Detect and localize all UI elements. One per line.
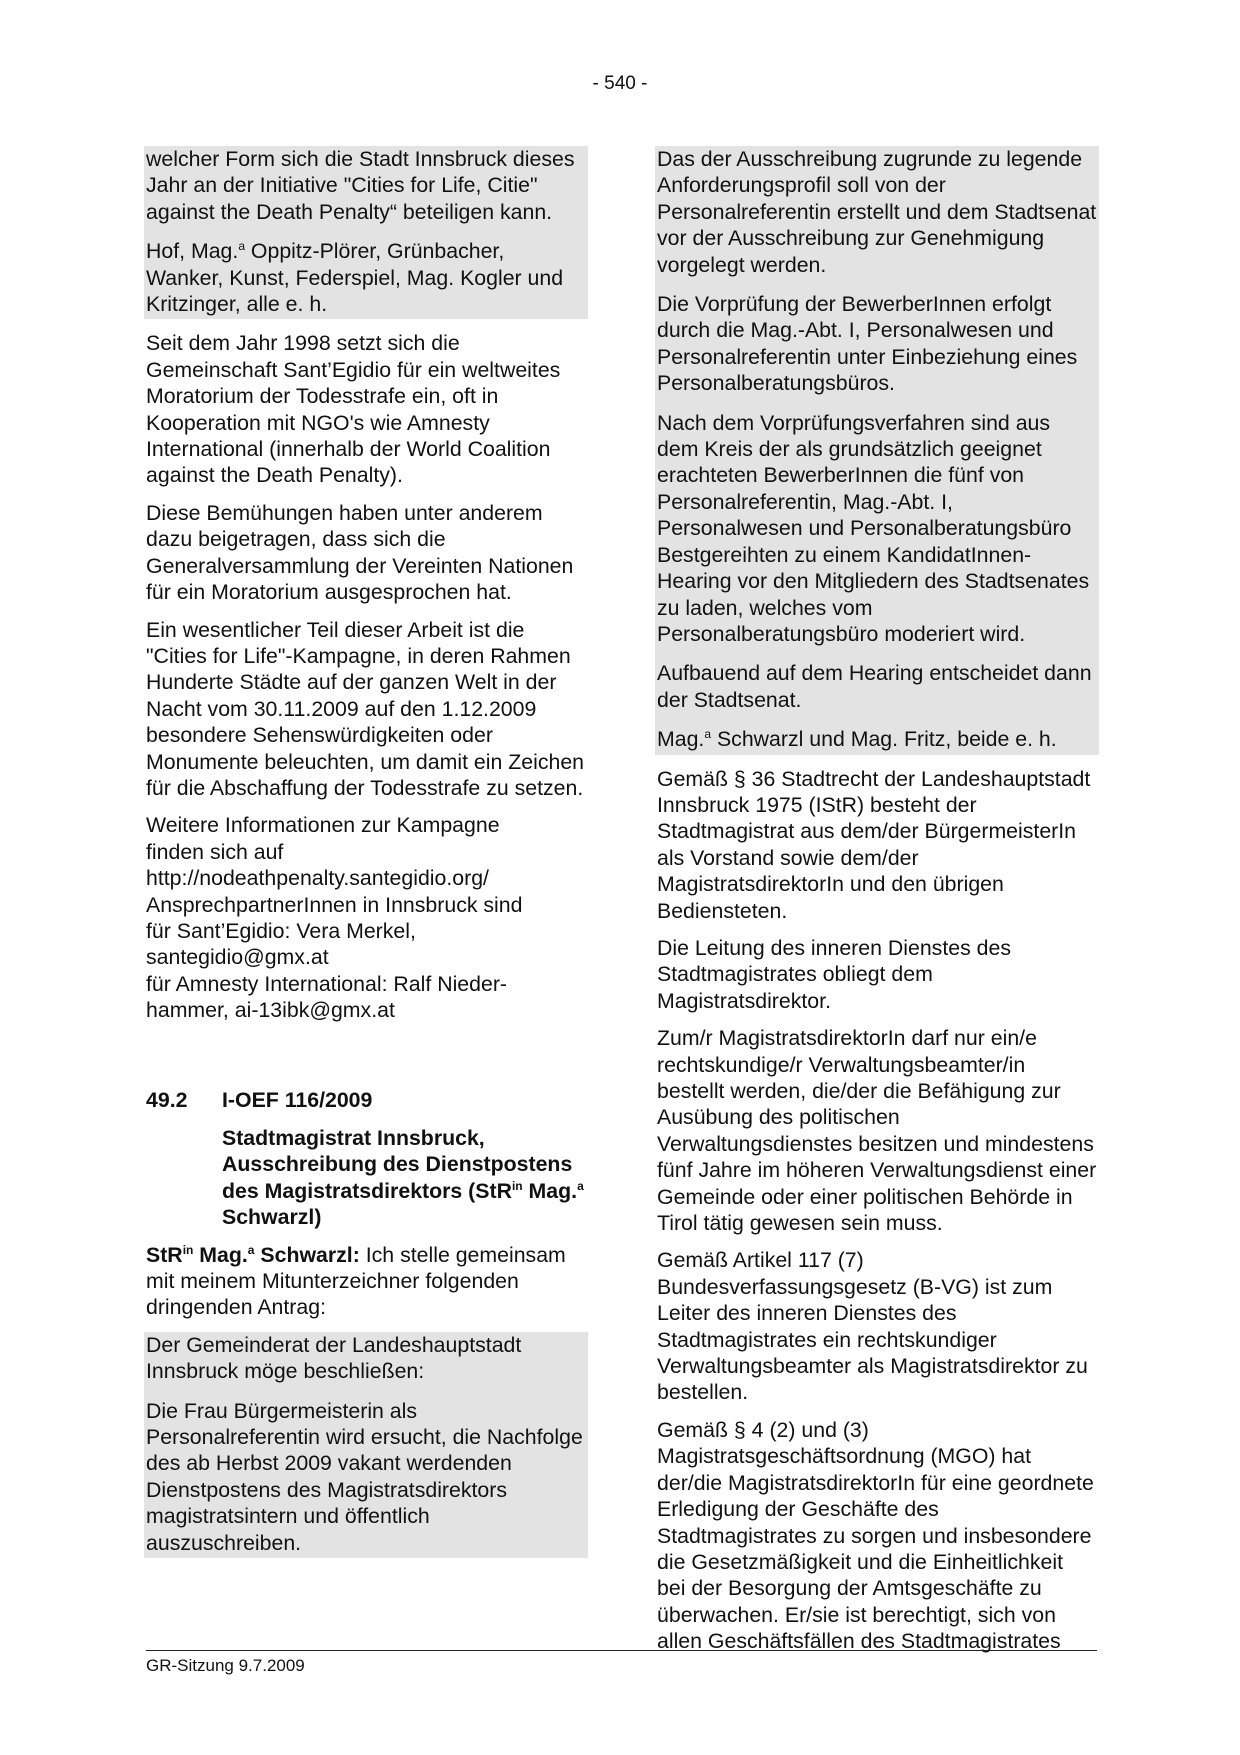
left-column	[146, 146, 586, 1558]
shaded-motion-text	[144, 1332, 588, 1558]
agenda-item-code: I-OEF 116/2009	[222, 1087, 373, 1112]
motion-paragraph: welcher Form sich die Stadt Innsbruck dieses Jahr an der Initiative "Cities for Life, Citie" against the Death Penalty“ beteiligen kann.	[146, 147, 575, 224]
signers-line: Mag.$^a$ Schwarzl und Mag. Fritz, beide e. h.	[657, 727, 1057, 752]
body-paragraph: Zum/r MagistratsdirektorIn darf nur ein/e rechtskundige/r Verwaltungsbeamter/in bestellt werden, die/der die Befähigung zur Ausübung des politischen Verwaltungsdienstes besitzen und mindestens fünf Jahre im höheren Verwaltungsdienst einer Gemeinde oder einer politischen Behörde in Tirol tätig gewesen sein muss.	[657, 1026, 1097, 1236]
agenda-item-title: Stadtmagistrat Innsbruck, Ausschreibung des Dienstpostens des Magistratsdirektors (StR$^{in}$ Mag.$^a$ Schwarzl)	[222, 1126, 584, 1230]
motion-paragraph: Das der Ausschreibung zugrunde zu legende Anforderungsprofil soll von der Personalreferentin erstellt und dem Stadtsenat vor der Ausschreibung zur Genehmigung vorgelegt werden.	[657, 147, 1097, 277]
right-column	[657, 146, 1097, 1666]
body-paragraph: Ein wesentlicher Teil dieser Arbeit ist die "Cities for Life"-Kampagne, in deren Rahmen Hunderte Städte auf der ganzen Welt in der Nacht vom 30.11.2009 auf den 1.12.2009 besondere Sehenswürdigkeiten oder Monumente beleuchten, um damit ein Zeichen für die Abschaffung der Todesstrafe zu setzen.	[146, 617, 585, 800]
shaded-motion-text	[144, 146, 588, 319]
contact-info: Weitere Informationen zur Kampagne finden sich auf http://nodeathpenalty.santegidio.org/ AnsprechpartnerInnen in Innsbruck sind für Sant’Egidio: Vera Merkel, santegidio@gmx.at für Amnesty International: Ralf Nieder- hammer, ai-13ibk@gmx.at	[146, 813, 523, 1023]
body-paragraph: Diese Bemühungen haben unter anderem dazu beigetragen, dass sich die Generalversammlung der Vereinten Nationen für ein Moratorium ausgesprochen hat.	[146, 500, 574, 605]
signers-line: Hof, Mag.$^a$ Oppitz-Plörer, Grünbacher, Wanker, Kunst, Federspiel, Mag. Kogler und Kritzinger, alle e. h.	[146, 239, 564, 317]
agenda-item-number: 49.2	[146, 1087, 188, 1112]
body-paragraph: Gemäß § 4 (2) und (3) Magistratsgeschäftsordnung (MGO) hat der/die MagistratsdirektorIn für eine geordnete Erledigung der Geschäfte des Stadtmagistrates zu sorgen und insbesondere die Gesetzmäßigkeit und die Einheitlichkeit bei der Besorgung der Amtsgeschäfte zu überwachen. Er/sie ist berechtigt, sich von allen Geschäftsfällen des Stadtmagistrates	[657, 1417, 1094, 1654]
speaker-name: StR$^{in}$ Mag.$^a$ Schwarzl:	[146, 1242, 360, 1267]
footer-text: GR-Sitzung 9.7.2009	[146, 1656, 305, 1675]
body-paragraph: Gemäß § 36 Stadtrecht der Landeshauptstadt Innsbruck 1975 (IStR) besteht der Stadtmagistrat aus dem/der BürgermeisterIn als Vorstand sowie dem/der MagistratsdirektorIn und den übrigen Bediensteten.	[657, 766, 1091, 923]
footer-divider	[146, 1650, 1097, 1651]
body-paragraph: Gemäß Artikel 117 (7) Bundesverfassungsgesetz (B-VG) ist zum Leiter des inneren Dienstes des Stadtmagistrates ein rechtskundiger Verwaltungsbeamter als Magistratsdirektor zu bestellen.	[657, 1248, 1088, 1405]
shaded-motion-text	[655, 146, 1099, 755]
motion-paragraph: Die Frau Bürgermeisterin als Personalreferentin wird ersucht, die Nachfolge des ab Herbst 2009 vakant werdenden Dienstpostens des Magistratsdirektors magistratsintern und öffentlich auszuschreiben.	[146, 1398, 583, 1555]
motion-paragraph: Der Gemeinderat der Landeshauptstadt Innsbruck möge beschließen:	[146, 1332, 522, 1384]
motion-paragraph: Nach dem Vorprüfungsverfahren sind aus dem Kreis der als grundsätzlich geeignet erachteten BewerberInnen die fünf von Personalreferentin, Mag.-Abt. I, Personalwesen und Personalberatungsbüro Bestgereihten zu einem KandidatInnen-Hearing vor den Mitgliedern des Stadtsenates zu laden, welches vom Personalberatungsbüro moderiert wird.	[657, 410, 1090, 646]
motion-paragraph: Aufbauend auf dem Hearing entscheidet dann der Stadtsenat.	[657, 661, 1092, 712]
agenda-item-heading	[146, 1087, 586, 1113]
body-paragraph: Die Leitung des inneren Dienstes des Stadtmagistrates obliegt dem Magistratsdirektor.	[657, 935, 1011, 1013]
speaker-paragraph: StR$^{in}$ Mag.$^a$ Schwarzl: Ich stelle gemeinsam mit meinem Mitunterzeichner folgenden dringenden Antrag:	[146, 1242, 566, 1320]
page-number: - 540 -	[592, 73, 648, 94]
motion-paragraph: Die Vorprüfung der BewerberInnen erfolgt durch die Mag.-Abt. I, Personalwesen und Personalreferentin unter Einbeziehung eines Personalberatungsbüros.	[657, 292, 1078, 396]
body-paragraph: Seit dem Jahr 1998 setzt sich die Gemeinschaft Sant’Egidio für ein weltweites Moratorium der Todesstrafe ein, oft in Kooperation mit NGO's wie Amnesty International (innerhalb der World Coalition against the Death Penalty).	[146, 331, 561, 488]
